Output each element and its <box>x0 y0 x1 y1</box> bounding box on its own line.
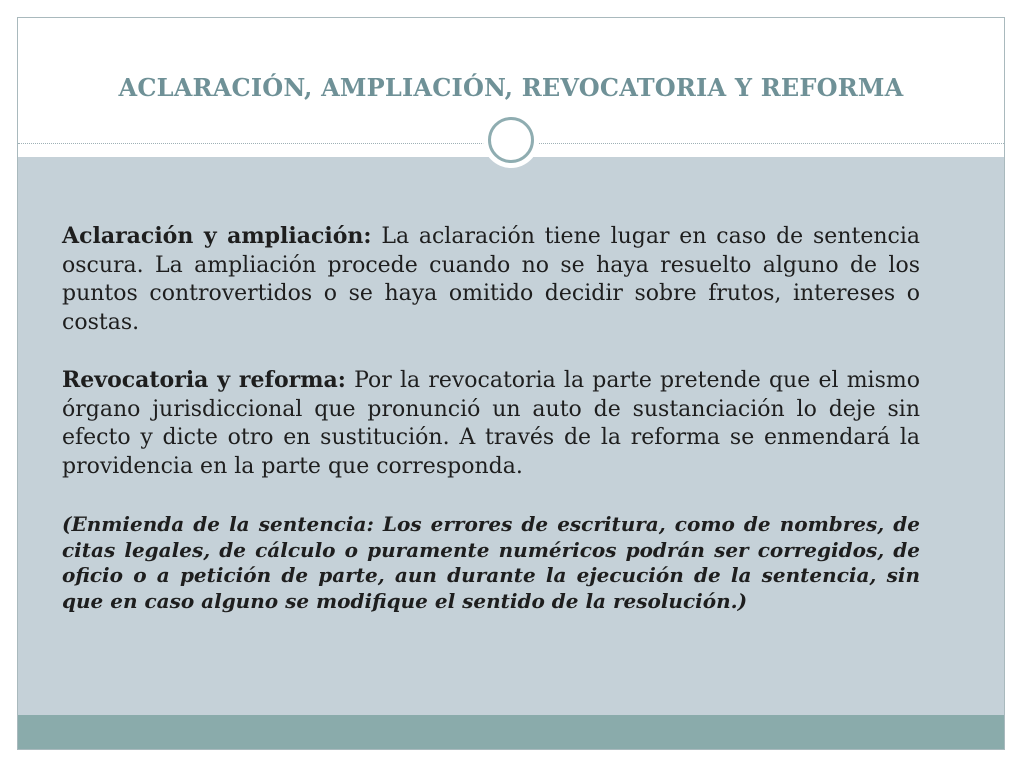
paragraph-lead: Aclaración y ampliación: <box>62 223 372 249</box>
note-enmienda: (Enmienda de la sentencia: Los errores de escritura, como de nombres, de citas legales, de cálculo o puramente numéricos podrán ser corregidos, de oficio o a petición de parte, aun durante la ejecución de la sentencia, sin que en caso alguno se modifique el sentido de la resolución.) <box>62 512 920 613</box>
paragraph-text: La aclaración tiene lugar en caso de sentencia oscura. La ampliación procede cuando no se haya resuelto alguno de los puntos controvertidos o se haya omitido decidir sobre frutos, intereses o costas. <box>62 224 920 335</box>
circle-ornament-icon <box>483 112 539 168</box>
slide-title: ACLARACIÓN, AMPLIACIÓN, REVOCATORIA Y REFORMA <box>118 73 904 102</box>
ring-icon <box>488 117 534 163</box>
paragraph-revocatoria <box>62 366 920 481</box>
paragraph-lead: Revocatoria y reforma: <box>62 367 346 393</box>
footer-band <box>18 715 1004 749</box>
paragraph-aclaracion <box>62 222 920 337</box>
slide-content <box>62 222 920 634</box>
paragraph-text: Por la revocatoria la parte pretende que el mismo órgano jurisdiccional que pronunció un auto de sustanciación lo deje sin efecto y dicte otro en sustitución. A través de la reforma se enmendará la providencia en la parte que corresponda. <box>62 368 920 479</box>
